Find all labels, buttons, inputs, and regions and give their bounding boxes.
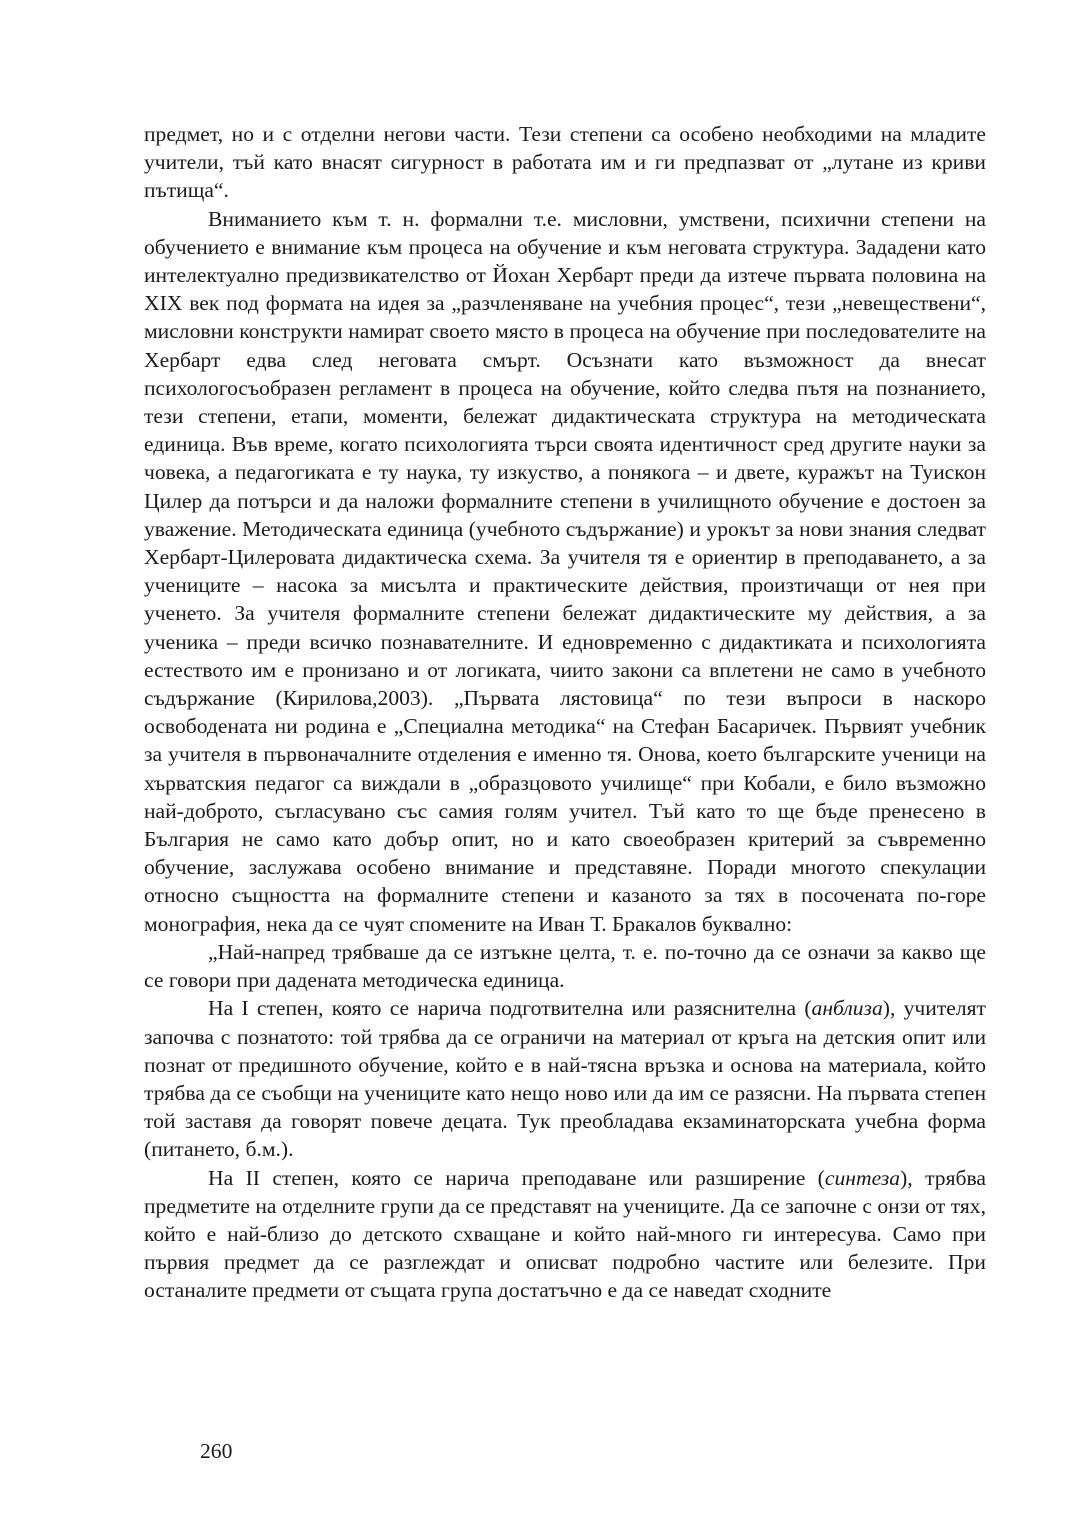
paragraph-5-italic-term: синтеза (824, 1165, 901, 1190)
paragraph-1: предмет, но и с отделни негови части. Тези степени са особено необходими на младите учители, тъй като внасят сигурност в работата им и ги предпазват от „лутане из криви пътища“. (144, 122, 986, 203)
paragraph-4-text-start: На I степен, която се нарича подготвителна или разяснителна ( (208, 996, 812, 1021)
paragraph-5 (144, 1164, 986, 1305)
paragraph-4-text-end: ), учителят започва с познатото: той трябва да се ограничи на материал от кръга на детския опит или познат от предишното обучение, който е в най-тясна връзка и основа на материала, който трябва да се съобщи на учениците като нещо ново или да им се разясни. На първата степен той заставя да говорят повече децата. Тук преобладава екзаминаторската учебна форма (питането, б.м.). (144, 996, 986, 1162)
paragraph-4-italic-term: анблиза (811, 996, 883, 1021)
paragraph-2: Вниманието към т. н. формални т.е. мисловни, умствени, психични степени на обучението е внимание към процеса на обучение и към неговата структура. Зададени като интелектуално предизвикателство от Йохан Хербарт преди да изтече първата половина на XIX век под формата на идея за „разчленяване на учебния процес“, тези „невеществени“, мисловни конструкти намират своето място в процеса на обучение при последователите на Хербарт едва след неговата смърт. Осъзнати като възможност да внесат психологосъобразен регламент в процеса на обучение, който следва пътя на познанието, тези степени, етапи, моменти, бележат дидактическата структура на методическата единица. Във време, когато психологията търси своята идентичност сред другите науки за човека, а педагогиката е ту наука, ту изкуство, а понякога – и двете, куражът на Туискон Цилер да потърси и да наложи формалните степени в училищното обучение е достоен за уважение. Методическата единица (учебното съдържание) и урокът за нови знания следват Хербарт-Цилеровата дидактическа схема. За учителя тя е ориентир в преподаването, а за учениците – насока за мисълта и практическите действия, произтичащи от нея при ученето. За учителя формалните степени бележат дидактическите му действия, а за ученика – преди всичко познавателните. И едновременно с дидактиката и психологията естеството им е пронизано и от логиката, чиито закони са вплетени не само в учебното съдържание (Кирилова,2003). „Първата лястовица“ по тези въпроси в наскоро освободената ни родина е „Специална методика“ на Стефан Басаричек. Първият учебник за учителя в първоначалните отделения е именно тя. Онова, което българските ученици на хърватския педагог са виждали в „образцовото училище“ при Кобали, е било възможно най-доброто, съгласувано със самия голям учител. Тъй като то ще бъде пренесено в България не само като добър опит, но и като своеобразен критерий за съвременно обучение, заслужава особено внимание и представяне. Поради многото спекулации относно същността на формалните степени и казаното за тях в посочената по-горе монография, нека да се чуят спомените на Иван Т. Бракалов буквално: (144, 206, 986, 936)
page-number: 260 (200, 1439, 233, 1463)
paragraph-5-text-start: На II степен, която се нарича преподаване или разширение ( (208, 1165, 825, 1190)
body-text (144, 120, 986, 1305)
paragraph-5-text-end: ), трябва предметите на отделните групи да се представят на учениците. Да се започне с онзи от тях, който е най-близо до детското схващане и който най-много ги интересува. Само при първия предмет да се разглеждат и описват подробно частите или белезите. При останалите предмети от същата група достатъчно е да се наведат сходните (144, 1165, 986, 1303)
paragraph-3: „Най-напред трябваше да се изтъкне целта, т. е. по-точно да се означи за какво ще се говори при дадената методическа единица. (144, 939, 986, 993)
paragraph-4 (144, 994, 986, 1163)
